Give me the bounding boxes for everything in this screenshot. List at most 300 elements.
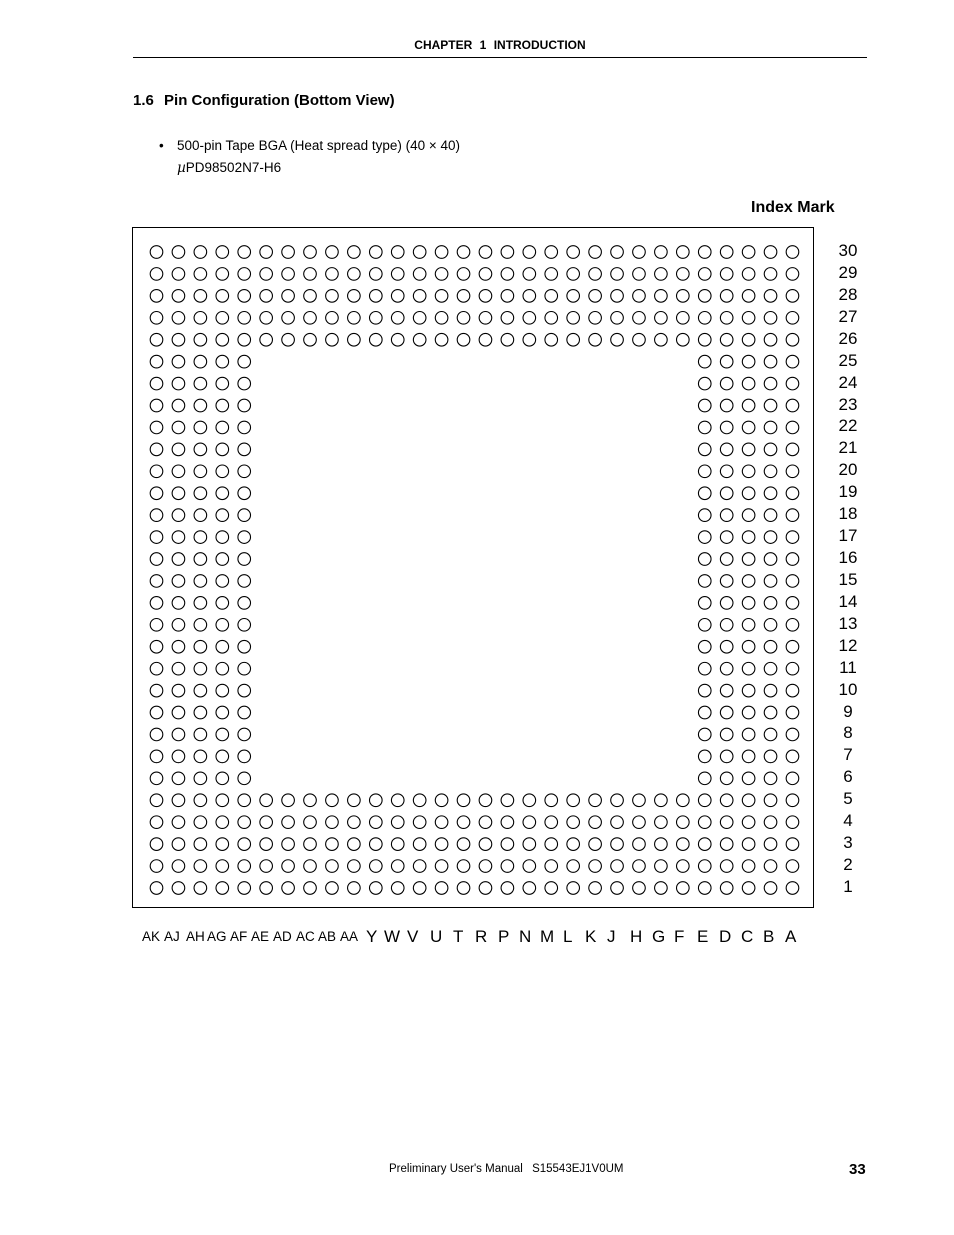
pin-ball-AF11 <box>238 662 251 675</box>
pin-ball-AD2 <box>282 860 295 873</box>
pin-ball-H26 <box>633 333 646 346</box>
chapter-header <box>133 38 867 52</box>
pin-ball-AE2 <box>260 860 273 873</box>
pin-ball-Y29 <box>370 268 383 281</box>
pin-ball-AF22 <box>238 421 251 434</box>
row-label-5: 5 <box>843 789 853 809</box>
pin-ball-E4 <box>698 816 711 829</box>
pin-ball-H27 <box>633 311 646 324</box>
pin-ball-C24 <box>742 377 755 390</box>
pin-ball-A2 <box>786 860 799 873</box>
pin-ball-U4 <box>435 816 448 829</box>
pin-ball-AJ16 <box>172 553 185 566</box>
pin-ball-Y3 <box>370 838 383 851</box>
pin-ball-C25 <box>742 355 755 368</box>
pin-ball-AH9 <box>194 706 207 719</box>
pin-ball-C21 <box>742 443 755 456</box>
pin-ball-D17 <box>720 531 733 544</box>
pin-ball-L3 <box>567 838 580 851</box>
pin-ball-AJ21 <box>172 443 185 456</box>
pin-ball-AG24 <box>216 377 229 390</box>
pin-ball-AJ18 <box>172 509 185 522</box>
pin-ball-AK20 <box>150 465 163 478</box>
pin-ball-D5 <box>720 794 733 807</box>
pin-ball-E27 <box>698 311 711 324</box>
column-label-R: R <box>475 927 488 946</box>
pin-ball-V30 <box>413 246 426 259</box>
pin-ball-AG2 <box>216 860 229 873</box>
pin-ball-L1 <box>567 882 580 895</box>
pin-ball-AH13 <box>194 619 207 632</box>
pin-ball-G5 <box>655 794 668 807</box>
pin-ball-AH23 <box>194 399 207 412</box>
pin-ball-M1 <box>545 882 558 895</box>
pin-ball-AK29 <box>150 268 163 281</box>
pin-ball-J5 <box>611 794 624 807</box>
pin-ball-Y2 <box>370 860 383 873</box>
pin-ball-P5 <box>501 794 514 807</box>
pin-ball-D29 <box>720 268 733 281</box>
column-label-T: T <box>453 927 464 946</box>
pin-ball-P28 <box>501 290 514 303</box>
pin-ball-AK17 <box>150 531 163 544</box>
pin-ball-B10 <box>764 684 777 697</box>
pin-ball-B14 <box>764 597 777 610</box>
pin-ball-AJ2 <box>172 860 185 873</box>
row-label-1: 1 <box>843 876 853 896</box>
pin-ball-AH17 <box>194 531 207 544</box>
pin-ball-AC29 <box>304 268 317 281</box>
pin-ball-A28 <box>786 290 799 303</box>
pin-ball-A18 <box>786 509 799 522</box>
pin-ball-C14 <box>742 597 755 610</box>
pin-ball-B7 <box>764 750 777 763</box>
pin-ball-B12 <box>764 640 777 653</box>
pin-ball-N1 <box>523 882 536 895</box>
pin-ball-J1 <box>611 882 624 895</box>
pin-ball-AH10 <box>194 684 207 697</box>
pin-ball-N2 <box>523 860 536 873</box>
pin-ball-D12 <box>720 640 733 653</box>
pin-ball-V3 <box>413 838 426 851</box>
pin-ball-AJ8 <box>172 728 185 741</box>
pin-ball-AH11 <box>194 662 207 675</box>
pin-ball-AE28 <box>260 290 273 303</box>
pin-ball-AJ28 <box>172 290 185 303</box>
pin-ball-T5 <box>457 794 470 807</box>
pin-ball-AK15 <box>150 575 163 588</box>
pin-ball-B9 <box>764 706 777 719</box>
pin-ball-D28 <box>720 290 733 303</box>
pin-ball-AK1 <box>150 882 163 895</box>
pin-ball-AG9 <box>216 706 229 719</box>
pin-ball-A26 <box>786 333 799 346</box>
pin-ball-V28 <box>413 290 426 303</box>
pin-ball-AA3 <box>348 838 361 851</box>
pin-ball-K1 <box>589 882 602 895</box>
pin-ball-J28 <box>611 290 624 303</box>
pin-ball-D6 <box>720 772 733 785</box>
pin-ball-AJ4 <box>172 816 185 829</box>
chapter-label: CHAPTER <box>414 38 473 52</box>
pin-ball-AH30 <box>194 246 207 259</box>
pin-ball-AK3 <box>150 838 163 851</box>
pin-ball-A3 <box>786 838 799 851</box>
pin-ball-AF20 <box>238 465 251 478</box>
pin-ball-U28 <box>435 290 448 303</box>
pin-ball-AG18 <box>216 509 229 522</box>
pin-ball-D24 <box>720 377 733 390</box>
pin-ball-E12 <box>698 640 711 653</box>
pin-ball-D25 <box>720 355 733 368</box>
pin-ball-C12 <box>742 640 755 653</box>
pin-ball-AG13 <box>216 619 229 632</box>
pin-ball-D30 <box>720 246 733 259</box>
pin-ball-W28 <box>391 290 404 303</box>
pin-ball-AG21 <box>216 443 229 456</box>
row-label-21: 21 <box>838 438 858 458</box>
row-label-15: 15 <box>838 569 858 589</box>
pin-ball-Y4 <box>370 816 383 829</box>
pin-ball-C22 <box>742 421 755 434</box>
pin-ball-A11 <box>786 662 799 675</box>
pin-ball-AF24 <box>238 377 251 390</box>
pin-ball-AK21 <box>150 443 163 456</box>
pin-ball-Y28 <box>370 290 383 303</box>
pin-ball-U26 <box>435 333 448 346</box>
pin-ball-E5 <box>698 794 711 807</box>
pin-ball-T4 <box>457 816 470 829</box>
pin-ball-B26 <box>764 333 777 346</box>
pin-ball-AC4 <box>304 816 317 829</box>
pin-ball-AF9 <box>238 706 251 719</box>
pin-ball-P3 <box>501 838 514 851</box>
pin-ball-B20 <box>764 465 777 478</box>
pin-ball-W26 <box>391 333 404 346</box>
column-label-AJ: AJ <box>164 929 180 944</box>
column-label-E: E <box>697 927 709 946</box>
row-label-26: 26 <box>838 328 858 348</box>
pin-ball-U1 <box>435 882 448 895</box>
pin-ball-V1 <box>413 882 426 895</box>
row-label-4: 4 <box>843 811 853 831</box>
pin-ball-E19 <box>698 487 711 500</box>
pin-ball-E6 <box>698 772 711 785</box>
row-label-7: 7 <box>843 745 853 765</box>
pin-ball-J30 <box>611 246 624 259</box>
pin-ball-C2 <box>742 860 755 873</box>
pin-ball-AJ6 <box>172 772 185 785</box>
pin-ball-E14 <box>698 597 711 610</box>
pin-ball-M5 <box>545 794 558 807</box>
pin-ball-D4 <box>720 816 733 829</box>
row-label-11: 11 <box>839 657 857 677</box>
pin-ball-C7 <box>742 750 755 763</box>
pin-ball-C29 <box>742 268 755 281</box>
pin-ball-AD1 <box>282 882 295 895</box>
pin-ball-D9 <box>720 706 733 719</box>
pin-ball-E10 <box>698 684 711 697</box>
pin-ball-R26 <box>479 333 492 346</box>
pin-ball-AA28 <box>348 290 361 303</box>
pin-ball-L26 <box>567 333 580 346</box>
pin-ball-AK25 <box>150 355 163 368</box>
pin-ball-AG15 <box>216 575 229 588</box>
row-label-30: 30 <box>838 241 858 260</box>
pin-ball-J3 <box>611 838 624 851</box>
column-label-AC: AC <box>296 929 315 944</box>
pin-ball-A4 <box>786 816 799 829</box>
pin-ball-AH28 <box>194 290 207 303</box>
pin-ball-AG23 <box>216 399 229 412</box>
pin-ball-AJ7 <box>172 750 185 763</box>
pin-ball-K30 <box>589 246 602 259</box>
column-label-AE: AE <box>251 929 270 944</box>
pin-ball-AF10 <box>238 684 251 697</box>
pin-ball-AC2 <box>304 860 317 873</box>
column-label-A: A <box>785 927 797 946</box>
pin-ball-D11 <box>720 662 733 675</box>
pin-ball-B23 <box>764 399 777 412</box>
pin-ball-AH18 <box>194 509 207 522</box>
pin-ball-K4 <box>589 816 602 829</box>
pin-ball-B25 <box>764 355 777 368</box>
pin-ball-T28 <box>457 290 470 303</box>
column-label-Y: Y <box>366 927 378 946</box>
pin-ball-AG7 <box>216 750 229 763</box>
pin-ball-N27 <box>523 311 536 324</box>
pin-ball-G27 <box>655 311 668 324</box>
pin-ball-AH16 <box>194 553 207 566</box>
pin-ball-AH5 <box>194 794 207 807</box>
pin-ball-AK19 <box>150 487 163 500</box>
pin-ball-AG22 <box>216 421 229 434</box>
pin-ball-AB30 <box>326 246 339 259</box>
pin-ball-G29 <box>655 268 668 281</box>
pin-ball-A13 <box>786 619 799 632</box>
column-label-P: P <box>498 927 510 946</box>
pin-ball-E16 <box>698 553 711 566</box>
pin-ball-T26 <box>457 333 470 346</box>
pin-ball-AD27 <box>282 311 295 324</box>
pin-ball-K2 <box>589 860 602 873</box>
column-label-N: N <box>519 927 532 946</box>
pin-ball-H30 <box>633 246 646 259</box>
pin-ball-T1 <box>457 882 470 895</box>
row-label-29: 29 <box>838 262 858 282</box>
pin-ball-B11 <box>764 662 777 675</box>
pin-ball-B8 <box>764 728 777 741</box>
pin-ball-V27 <box>413 311 426 324</box>
pin-ball-AF1 <box>238 882 251 895</box>
pin-ball-AE30 <box>260 246 273 259</box>
index-mark-label: Index Mark <box>751 199 835 216</box>
pin-ball-AH25 <box>194 355 207 368</box>
pin-ball-P29 <box>501 268 514 281</box>
pin-ball-G26 <box>655 333 668 346</box>
pin-ball-E24 <box>698 377 711 390</box>
pin-ball-M2 <box>545 860 558 873</box>
pin-ball-N3 <box>523 838 536 851</box>
row-label-13: 13 <box>838 613 858 633</box>
pin-ball-C30 <box>742 246 755 259</box>
row-label-9: 9 <box>843 701 853 721</box>
ball-grid <box>133 228 815 909</box>
pin-ball-T29 <box>457 268 470 281</box>
pin-ball-C11 <box>742 662 755 675</box>
pin-ball-AH3 <box>194 838 207 851</box>
pin-ball-B29 <box>764 268 777 281</box>
pin-ball-AC3 <box>304 838 317 851</box>
row-label-8: 8 <box>843 723 853 743</box>
pin-ball-AK13 <box>150 619 163 632</box>
pin-ball-E22 <box>698 421 711 434</box>
pin-ball-AA1 <box>348 882 361 895</box>
pin-ball-AF25 <box>238 355 251 368</box>
pin-ball-AH22 <box>194 421 207 434</box>
pin-ball-AC5 <box>304 794 317 807</box>
pin-ball-AH24 <box>194 377 207 390</box>
pin-ball-U30 <box>435 246 448 259</box>
pin-ball-AJ27 <box>172 311 185 324</box>
pin-ball-C1 <box>742 882 755 895</box>
pin-ball-AJ12 <box>172 640 185 653</box>
column-label-AK: AK <box>142 929 161 944</box>
pin-ball-E3 <box>698 838 711 851</box>
pin-ball-F3 <box>677 838 690 851</box>
column-label-AA: AA <box>340 929 359 944</box>
pin-ball-AJ30 <box>172 246 185 259</box>
pin-ball-AF6 <box>238 772 251 785</box>
pin-ball-H2 <box>633 860 646 873</box>
pin-ball-R2 <box>479 860 492 873</box>
pin-ball-B6 <box>764 772 777 785</box>
pin-ball-AG20 <box>216 465 229 478</box>
pin-ball-AK23 <box>150 399 163 412</box>
pin-ball-AC1 <box>304 882 317 895</box>
pin-ball-D19 <box>720 487 733 500</box>
pin-ball-E26 <box>698 333 711 346</box>
pin-ball-J29 <box>611 268 624 281</box>
pin-ball-AK5 <box>150 794 163 807</box>
pin-ball-D8 <box>720 728 733 741</box>
pin-ball-D23 <box>720 399 733 412</box>
bullet-icon: • <box>159 138 164 153</box>
pin-ball-P30 <box>501 246 514 259</box>
pin-ball-A17 <box>786 531 799 544</box>
pin-ball-AJ14 <box>172 597 185 610</box>
pin-ball-B18 <box>764 509 777 522</box>
pin-ball-AJ17 <box>172 531 185 544</box>
pin-ball-AG5 <box>216 794 229 807</box>
pin-ball-E29 <box>698 268 711 281</box>
pin-ball-H4 <box>633 816 646 829</box>
column-label-F: F <box>674 927 685 946</box>
pin-ball-U29 <box>435 268 448 281</box>
pin-ball-E25 <box>698 355 711 368</box>
pin-ball-B28 <box>764 290 777 303</box>
part-number <box>177 160 281 176</box>
column-label-AD: AD <box>273 929 292 944</box>
pin-ball-C18 <box>742 509 755 522</box>
pin-ball-C9 <box>742 706 755 719</box>
pin-ball-AF15 <box>238 575 251 588</box>
pin-ball-AF26 <box>238 333 251 346</box>
pin-ball-E28 <box>698 290 711 303</box>
pin-ball-AA29 <box>348 268 361 281</box>
column-label-AF: AF <box>230 929 248 944</box>
pin-ball-E2 <box>698 860 711 873</box>
pin-ball-A16 <box>786 553 799 566</box>
pin-ball-B3 <box>764 838 777 851</box>
footer <box>389 1163 623 1175</box>
pin-ball-G3 <box>655 838 668 851</box>
section-heading <box>133 92 395 109</box>
pin-ball-AB29 <box>326 268 339 281</box>
pin-ball-A22 <box>786 421 799 434</box>
chapter-title: INTRODUCTION <box>493 38 586 52</box>
pin-ball-A21 <box>786 443 799 456</box>
pin-ball-L2 <box>567 860 580 873</box>
pin-ball-AJ29 <box>172 268 185 281</box>
pin-ball-AK4 <box>150 816 163 829</box>
pin-ball-AE1 <box>260 882 273 895</box>
pin-ball-AB5 <box>326 794 339 807</box>
pin-ball-AH6 <box>194 772 207 785</box>
pin-ball-AJ26 <box>172 333 185 346</box>
pin-ball-R5 <box>479 794 492 807</box>
pin-ball-AF21 <box>238 443 251 456</box>
pin-ball-B21 <box>764 443 777 456</box>
pin-ball-AG1 <box>216 882 229 895</box>
pin-ball-A1 <box>786 882 799 895</box>
pin-ball-U5 <box>435 794 448 807</box>
pin-ball-AK24 <box>150 377 163 390</box>
pin-ball-AK12 <box>150 640 163 653</box>
pin-ball-AG28 <box>216 290 229 303</box>
pin-ball-D13 <box>720 619 733 632</box>
pin-ball-AD29 <box>282 268 295 281</box>
pin-ball-C28 <box>742 290 755 303</box>
pin-ball-AK18 <box>150 509 163 522</box>
pin-ball-G28 <box>655 290 668 303</box>
pin-ball-AG11 <box>216 662 229 675</box>
pin-ball-B19 <box>764 487 777 500</box>
pin-ball-B1 <box>764 882 777 895</box>
pin-ball-AH21 <box>194 443 207 456</box>
pin-ball-L5 <box>567 794 580 807</box>
pin-ball-AK26 <box>150 333 163 346</box>
pin-ball-D2 <box>720 860 733 873</box>
pin-ball-AK11 <box>150 662 163 675</box>
pin-ball-N5 <box>523 794 536 807</box>
pin-ball-AF3 <box>238 838 251 851</box>
pin-ball-P4 <box>501 816 514 829</box>
pin-ball-AG3 <box>216 838 229 851</box>
pin-ball-AE27 <box>260 311 273 324</box>
pin-ball-AA30 <box>348 246 361 259</box>
pin-ball-P2 <box>501 860 514 873</box>
pin-ball-E17 <box>698 531 711 544</box>
column-label-J: J <box>607 927 616 946</box>
pin-ball-C23 <box>742 399 755 412</box>
pin-ball-F5 <box>677 794 690 807</box>
pin-ball-T27 <box>457 311 470 324</box>
pin-ball-R30 <box>479 246 492 259</box>
pin-ball-V4 <box>413 816 426 829</box>
pin-ball-B15 <box>764 575 777 588</box>
pin-ball-C8 <box>742 728 755 741</box>
